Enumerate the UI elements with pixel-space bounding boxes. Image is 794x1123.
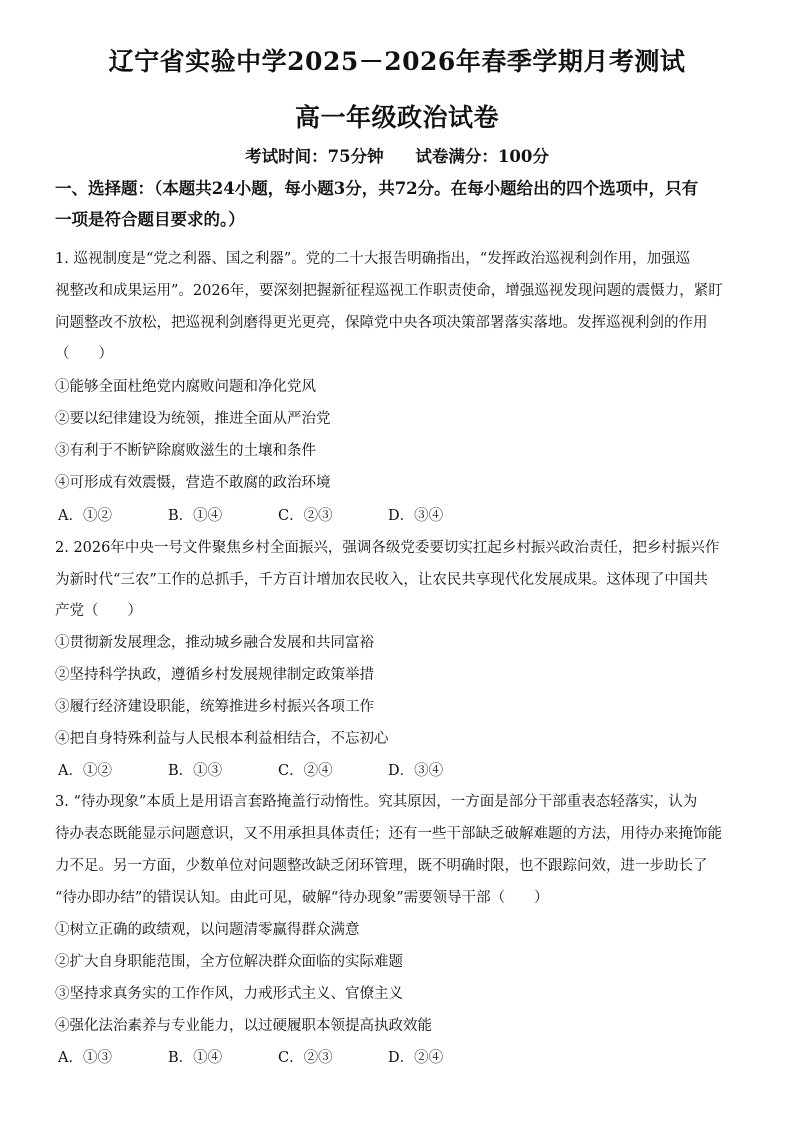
q3-stem-line-3: 力不足。另一方面，少数单位对问题整改缺乏闭环管理，既不明确时限，也不跟踪问效，进一步助长了 xyxy=(55,858,708,874)
q2-option-c: C．②④ xyxy=(278,763,333,779)
full-score: 试卷满分：100分 xyxy=(415,147,549,166)
q3-stem-line-4: “待办即办结”的错误认知。由此可见，破解“待办现象”需要领导干部（ ） xyxy=(55,890,549,906)
q1-stem-line-1: 1. 巡视制度是“党之利器、国之利器”。党的二十大报告明确指出，“发挥政治巡视利剑作用，加强巡 xyxy=(55,251,691,267)
q1-item-4: ④可形成有效震慑，营造不敢腐的政治环境 xyxy=(55,475,331,491)
q3-item-2: ②扩大自身职能范围，全方位解决群众面临的实际难题 xyxy=(55,954,403,970)
q1-stem-line-4: （ ） xyxy=(55,346,113,362)
q3-option-d: D．②④ xyxy=(388,1050,444,1066)
exam-time: 考试时间：75分钟 xyxy=(245,147,384,166)
q2-item-2: ②坚持科学执政，遵循乡村发展规律制定政策举措 xyxy=(55,667,374,683)
section-heading-line-2: 一项是符合题目要求的。） xyxy=(55,210,245,229)
q1-item-3: ③有利于不断铲除腐败滋生的土壤和条件 xyxy=(55,443,316,459)
q3-item-3: ③坚持求真务实的工作作风，力戒形式主义、官僚主义 xyxy=(55,986,403,1002)
q1-item-2: ②要以纪律建设为统领，推进全面从严治党 xyxy=(55,411,331,427)
q1-stem-line-2: 视整改和成果运用”。2026年，要深刻把握新征程巡视工作职责使命，增强巡视发现问题的震慑力，紧盯 xyxy=(55,283,723,299)
q2-options xyxy=(58,761,498,781)
q3-stem-line-1: 3. “待办现象”本质上是用语言套路掩盖行动惰性。究其原因，一方面是部分干部重表态轻落实，认为 xyxy=(55,794,698,810)
q1-option-b: B．①④ xyxy=(168,508,223,524)
q2-item-3: ③履行经济建设职能，统筹推进乡村振兴各项工作 xyxy=(55,699,374,715)
exam-meta xyxy=(0,143,794,167)
q2-option-d: D．③④ xyxy=(388,763,444,779)
q2-item-4: ④把自身特殊利益与人民根本利益相结合，不忘初心 xyxy=(55,731,389,747)
q1-stem-line-3: 问题整改不放松，把巡视利剑磨得更光更亮，保障党中央各项决策部署落实落地。发挥巡视利剑的作用 xyxy=(55,315,708,331)
q2-option-b: B．①③ xyxy=(168,763,223,779)
q3-item-1: ①树立正确的政绩观，以问题清零赢得群众满意 xyxy=(55,922,360,938)
q1-option-d: D．③④ xyxy=(388,508,444,524)
q2-stem-line-1: 2. 2026年中央一号文件聚焦乡村全面振兴，强调各级党委要切实扛起乡村振兴政治责任，把乡村振兴作 xyxy=(55,540,720,556)
section-heading-line-1: 一、选择题：（本题共24小题，每小题3分，共72分。在每小题给出的四个选项中，只有 xyxy=(55,179,699,198)
q3-item-4: ④强化法治素养与专业能力，以过硬履职本领提高执政效能 xyxy=(55,1018,432,1034)
q1-item-1: ①能够全面杜绝党内腐败问题和净化党风 xyxy=(55,379,316,395)
q3-option-c: C．②③ xyxy=(278,1050,333,1066)
exam-title: 辽宁省实验中学2025－2026年春季学期月考测试 xyxy=(108,47,686,76)
q2-stem-line-3: 产党（ ） xyxy=(55,603,142,619)
q3-option-b: B．①④ xyxy=(168,1050,223,1066)
q2-stem-line-2: 为新时代“三农”工作的总抓手，千方百计增加农民收入，让农民共享现代化发展成果。这体现了中国共 xyxy=(55,572,708,588)
exam-subtitle: 高一年级政治试卷 xyxy=(294,103,499,132)
q1-options xyxy=(58,506,498,526)
q2-item-1: ①贯彻新发展理念，推动城乡融合发展和共同富裕 xyxy=(55,635,374,651)
q3-options xyxy=(58,1048,498,1068)
q3-option-a: A．①③ xyxy=(58,1050,112,1066)
q2-option-a: A．①② xyxy=(58,763,112,779)
section-heading xyxy=(55,173,755,235)
q3-stem-line-2: 待办表态既能显示问题意识，又不用承担具体责任；还有一些干部缺乏破解难题的方法，用待办来掩饰能 xyxy=(55,826,722,842)
q1-option-c: C．②③ xyxy=(278,508,333,524)
q1-option-a: A．①② xyxy=(58,508,112,524)
